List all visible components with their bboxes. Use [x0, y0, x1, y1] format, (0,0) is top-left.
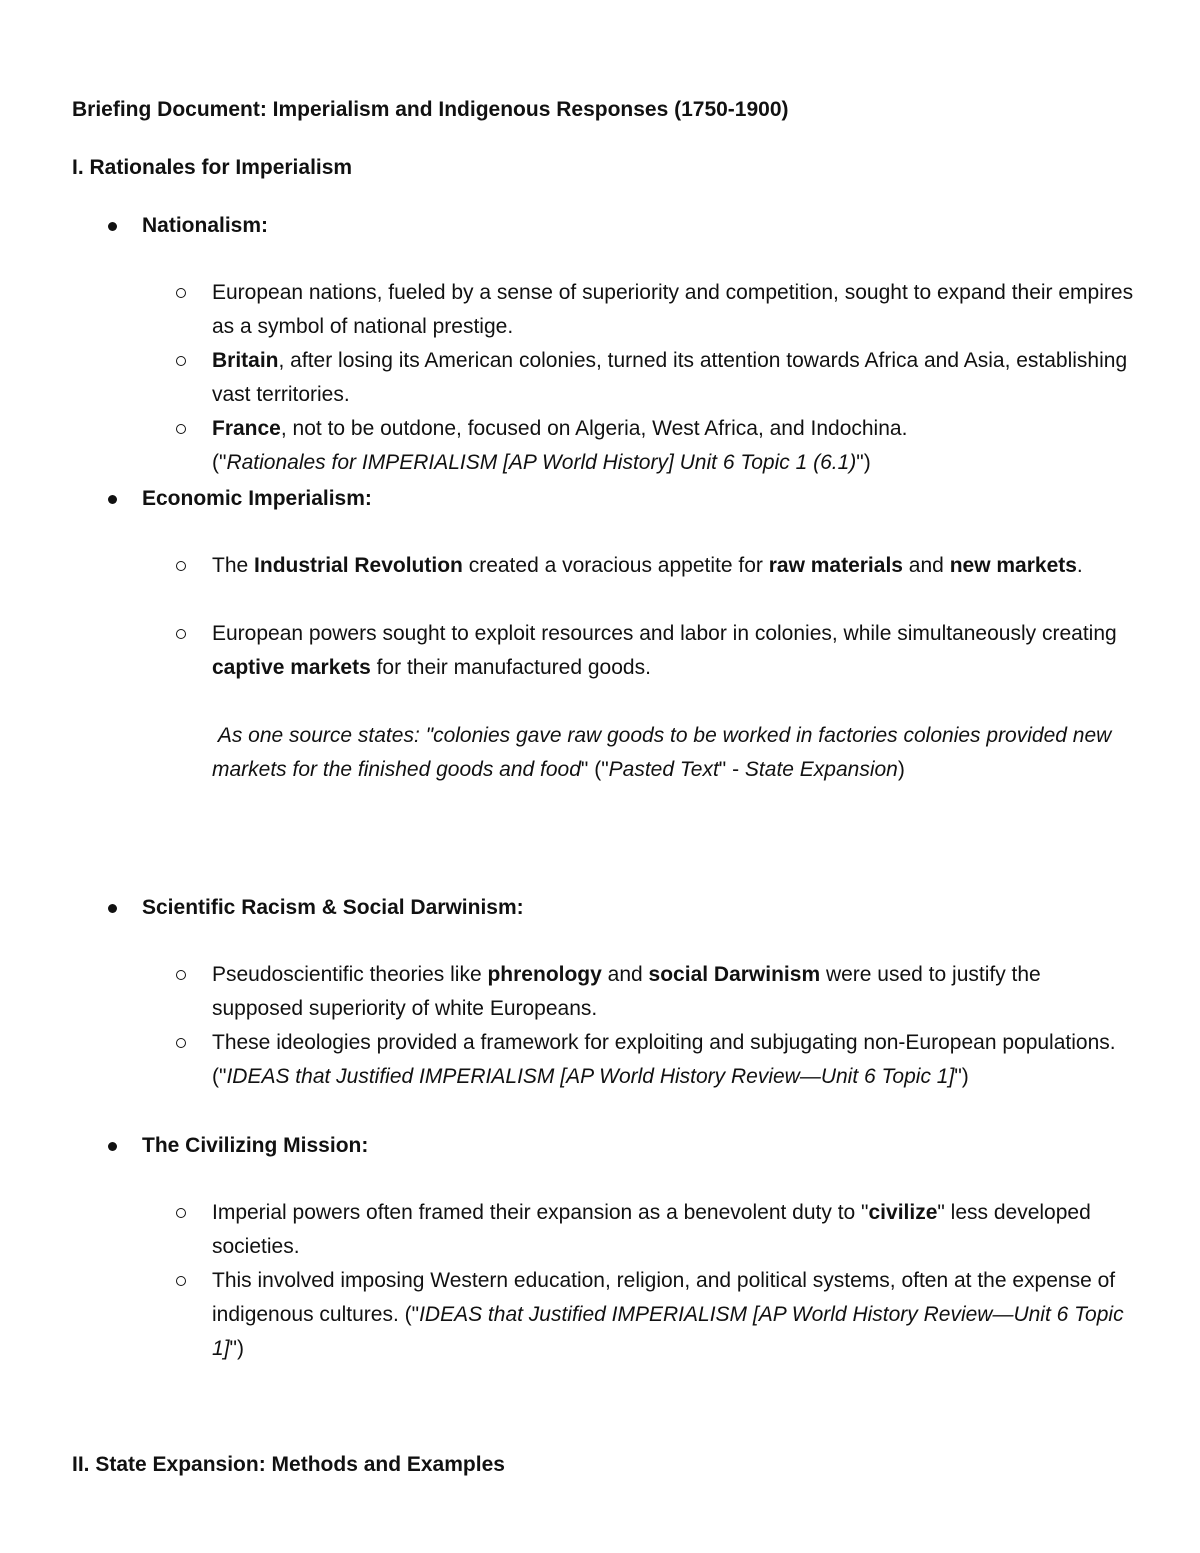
- bullet-label: The Civilizing Mission:: [142, 1134, 369, 1157]
- bullet-label: Nationalism:: [142, 214, 269, 237]
- circle-bullet-icon: [176, 356, 186, 366]
- section-heading-state-expansion: II. State Expansion: Methods and Examples: [72, 1453, 505, 1476]
- list-item: [176, 549, 1136, 583]
- circle-bullet-icon: [176, 1276, 186, 1286]
- bullet-dot-icon: [108, 904, 117, 913]
- list-item-text: European nations, fueled by a sense of superiority and competition, sought to expand their empires as a symbol of national prestige.: [212, 281, 1134, 338]
- list-item-text: These ideologies provided a framework for exploiting and subjugating non-European populations. ("IDEAS that Justified IMPERIALISM [AP World History Review—Unit 6 Topic 1]"): [212, 1031, 1116, 1088]
- list-item: [176, 1026, 1136, 1094]
- list-item: [176, 1264, 1136, 1366]
- citation: Rationales for IMPERIALISM [AP World History] Unit 6 Topic 1 (6.1): [226, 451, 857, 474]
- circle-bullet-icon: [176, 629, 186, 639]
- bullet-dot-icon: [108, 222, 117, 231]
- list-item-text: This involved imposing Western education, religion, and political systems, often at the expense of indigenous cultures. ("IDEAS that Justified IMPERIALISM [AP World History Review—Unit 6 Topic 1]"): [212, 1269, 1124, 1360]
- list-item-text: Britain, after losing its American colonies, turned its attention towards Africa and Asia, establishing vast territories.: [212, 349, 1128, 406]
- bullet-label: Scientific Racism & Social Darwinism:: [142, 896, 524, 919]
- list-item: [176, 344, 1136, 412]
- citation: IDEAS that Justified IMPERIALISM [AP World History Review—Unit 6 Topic 1]: [226, 1065, 955, 1088]
- circle-bullet-icon: [176, 561, 186, 571]
- list-item-text: European powers sought to exploit resources and labor in colonies, while simultaneously creating captive markets for their manufactured goods.: [212, 622, 1117, 679]
- list-item-text: Pseudoscientific theories like phrenology and social Darwinism were used to justify the supposed superiority of white Europeans.: [212, 963, 1041, 1020]
- circle-bullet-icon: [176, 288, 186, 298]
- circle-bullet-icon: [176, 1208, 186, 1218]
- bullet-label: Economic Imperialism:: [142, 487, 372, 510]
- bullet-dot-icon: [108, 1142, 117, 1151]
- circle-bullet-icon: [176, 970, 186, 980]
- list-item-text: The Industrial Revolution created a voracious appetite for raw materials and new markets.: [212, 554, 1083, 577]
- list-item-text: France, not to be outdone, focused on Algeria, West Africa, and Indochina. ("Rationales for IMPERIALISM [AP World History] Unit 6 Topic 1 (6.1)"): [212, 417, 908, 474]
- circle-bullet-icon: [176, 1038, 186, 1048]
- citation: IDEAS that Justified IMPERIALISM [AP World History Review—Unit 6 Topic 1]: [212, 1303, 1124, 1360]
- list-item: [176, 276, 1136, 344]
- list-item: [176, 617, 1136, 685]
- list-item: [176, 958, 1136, 1026]
- document-title: Briefing Document: Imperialism and Indigenous Responses (1750-1900): [72, 98, 789, 121]
- list-item: [176, 1196, 1136, 1264]
- bullet-dot-icon: [108, 495, 117, 504]
- circle-bullet-icon: [176, 424, 186, 434]
- list-item: [176, 412, 1136, 480]
- source-quote: As one source states: "colonies gave raw goods to be worked in factories colonies provided new markets for the finished goods and food" ("Pasted Text" - State Expansion): [212, 724, 1112, 781]
- section-heading-rationales: I. Rationales for Imperialism: [72, 156, 353, 179]
- list-item-text: Imperial powers often framed their expansion as a benevolent duty to "civilize" less developed societies.: [212, 1201, 1091, 1258]
